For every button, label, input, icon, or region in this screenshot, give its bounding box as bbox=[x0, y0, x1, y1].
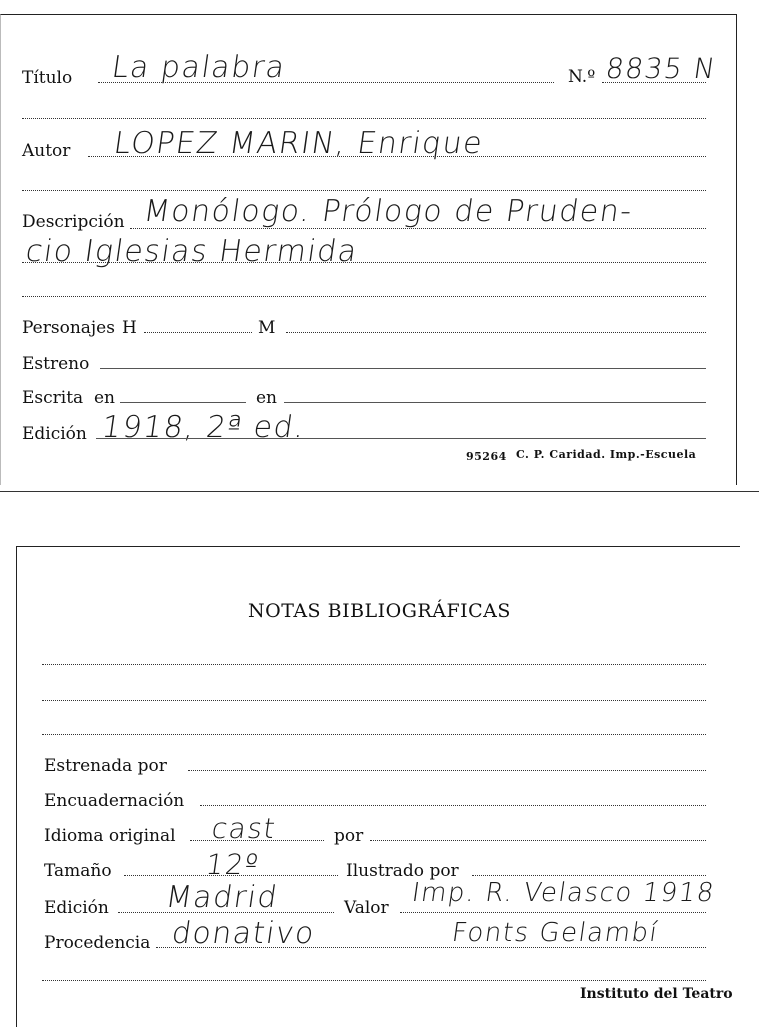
idioma-value: cast bbox=[209, 812, 279, 845]
notas-rule-bottom bbox=[42, 980, 706, 981]
por-label: por bbox=[334, 826, 364, 846]
notas-rule-3 bbox=[42, 734, 706, 735]
estrenada-rule bbox=[188, 770, 706, 771]
autor-value: LOPEZ MARIN, Enrique bbox=[111, 126, 486, 161]
notas-rule-1 bbox=[42, 664, 706, 665]
m-label: M bbox=[258, 318, 276, 338]
institution-footer: Instituto del Teatro bbox=[580, 986, 733, 1002]
tamano-label: Tamaño bbox=[44, 861, 112, 881]
card-separator-line bbox=[0, 491, 759, 492]
ilustrado-rule bbox=[472, 875, 706, 876]
idioma-rule bbox=[190, 840, 324, 841]
numero-label: N.º bbox=[568, 67, 596, 87]
blank-rule-1 bbox=[22, 118, 706, 119]
h-rule bbox=[144, 332, 252, 333]
valor-rule bbox=[400, 912, 706, 913]
estreno-rule bbox=[100, 368, 706, 369]
edicion-rule-top bbox=[96, 438, 706, 439]
ilustrado-label: Ilustrado por bbox=[346, 861, 459, 881]
edicion-value-top: 1918, 2ª ed. bbox=[99, 410, 308, 445]
descripcion-label: Descripción bbox=[22, 212, 125, 232]
tamano-value: 12º bbox=[203, 848, 262, 881]
edicion-label-bottom: Edición bbox=[44, 898, 109, 918]
procedencia-extra: Fonts Gelambí bbox=[449, 918, 661, 948]
en-label-2: en bbox=[256, 388, 278, 408]
descripcion-value-2: cio Iglesias Hermida bbox=[23, 234, 361, 269]
m-rule bbox=[286, 332, 706, 333]
en-rule bbox=[284, 402, 706, 403]
notas-rule-2 bbox=[42, 700, 706, 701]
escrita-en-rule bbox=[120, 402, 246, 403]
titulo-value: La palabra bbox=[109, 50, 289, 85]
descripcion-rule-1 bbox=[130, 228, 706, 229]
encuadernacion-label: Encuadernación bbox=[44, 791, 185, 811]
estreno-label: Estreno bbox=[22, 354, 90, 374]
titulo-label: Título bbox=[22, 68, 73, 88]
personajes-label: Personajes bbox=[22, 318, 115, 338]
por-rule bbox=[370, 840, 706, 841]
valor-label: Valor bbox=[344, 898, 389, 918]
tamano-rule bbox=[124, 875, 338, 876]
numero-rule bbox=[602, 82, 706, 83]
valor-value: Imp. R. Velasco 1918 bbox=[409, 878, 717, 908]
estrenada-label: Estrenada por bbox=[44, 756, 167, 776]
blank-rule-2 bbox=[22, 190, 706, 191]
descripcion-value-1: Monólogo. Prólogo de Pruden- bbox=[141, 194, 636, 229]
edicion-rule-bottom bbox=[118, 912, 334, 913]
procedencia-value: donativo bbox=[169, 916, 318, 951]
blank-rule-3 bbox=[22, 296, 706, 297]
h-label: H bbox=[122, 318, 137, 338]
encuadernacion-rule bbox=[200, 805, 706, 806]
numero-value: 8835 N bbox=[603, 52, 719, 85]
procedencia-label: Procedencia bbox=[44, 933, 151, 953]
autor-rule bbox=[88, 156, 706, 157]
autor-label: Autor bbox=[22, 141, 71, 161]
en-label-1: en bbox=[94, 388, 116, 408]
edicion-label-top: Edición bbox=[22, 424, 87, 444]
printer-text: C. P. Caridad. Imp.-Escuela bbox=[516, 448, 697, 461]
notas-heading: NOTAS BIBLIOGRÁFICAS bbox=[248, 600, 511, 622]
idioma-label: Idioma original bbox=[44, 826, 176, 846]
printer-number: 95264 bbox=[466, 450, 507, 463]
titulo-rule bbox=[98, 82, 554, 83]
descripcion-rule-2 bbox=[22, 262, 706, 263]
escrita-label: Escrita bbox=[22, 388, 84, 408]
edicion-value-bottom: Madrid bbox=[163, 880, 281, 915]
